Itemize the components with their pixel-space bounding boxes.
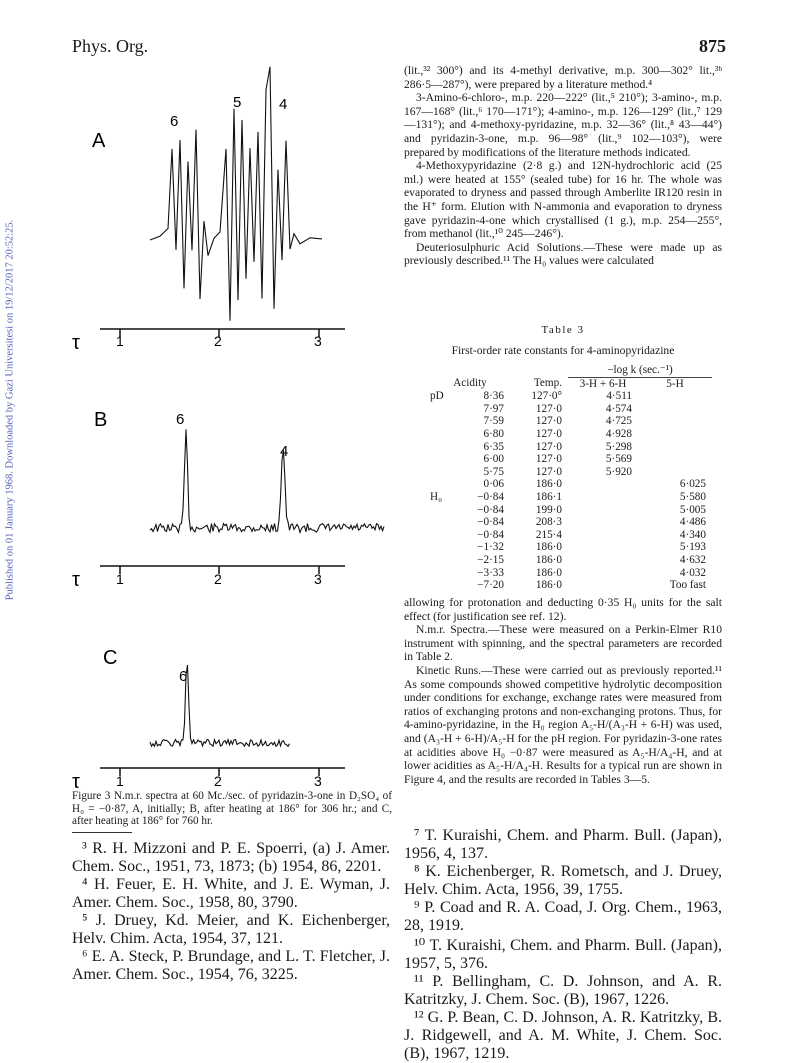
table-cell bbox=[568, 491, 638, 504]
panel-a-tick-3: 3 bbox=[314, 333, 322, 349]
panel-c-label: C bbox=[103, 647, 118, 669]
panel-b-tick-3: 3 bbox=[314, 571, 322, 587]
table-cell bbox=[568, 478, 638, 491]
table-cell: 4·574 bbox=[605, 402, 632, 415]
table-cell: −0·84 bbox=[477, 503, 504, 516]
table-cell bbox=[568, 516, 638, 529]
footnote: ⁹ P. Coad and R. A. Coad, J. Org. Chem., 1963, 28, 1919. bbox=[404, 899, 722, 934]
table-cell: −2·15 bbox=[477, 553, 504, 566]
table-cell: 6·025 bbox=[679, 478, 706, 491]
panel-b-spectrum-trace bbox=[150, 429, 384, 532]
footnote: ⁴ H. Feuer, E. H. White, and J. E. Wyman, J. Amer. Chem. Soc., 1958, 80, 3790. bbox=[72, 876, 390, 911]
table-cell bbox=[430, 541, 450, 554]
journal-name: Phys. Org. bbox=[72, 36, 149, 56]
table-row bbox=[430, 579, 712, 592]
table-cell: 4·486 bbox=[679, 516, 706, 529]
table-cell bbox=[430, 453, 450, 466]
table-header-acidity: Acidity bbox=[453, 377, 487, 390]
table-cell: 127·0 bbox=[535, 465, 562, 478]
table-cell: 4·632 bbox=[679, 553, 706, 566]
table-cell bbox=[430, 529, 450, 542]
panel-a-tick-2: 2 bbox=[214, 333, 222, 349]
table-cell bbox=[638, 441, 712, 454]
table-cell: 5·75 bbox=[483, 465, 504, 478]
table-cell bbox=[430, 415, 450, 428]
table-row bbox=[430, 491, 712, 504]
paragraph: Deuteriosulphuric Acid Solutions.—These were made up as previously described.¹¹ The H₀ values were calculated bbox=[404, 240, 722, 268]
table-cell bbox=[430, 567, 450, 580]
table-cell bbox=[638, 466, 712, 479]
panel-c-tick-1: 1 bbox=[116, 773, 124, 789]
panel-a-peak-6: 6 bbox=[170, 113, 179, 130]
panel-a-label: A bbox=[92, 130, 106, 152]
table-cell: 127·0 bbox=[535, 402, 562, 415]
table-cell: −0·84 bbox=[477, 528, 504, 541]
table-cell: 7·59 bbox=[483, 415, 504, 428]
table-cell: 6·35 bbox=[483, 440, 504, 453]
table-cell bbox=[430, 554, 450, 567]
footnote: ⁷ T. Kuraishi, Chem. and Pharm. Bull. (Japan), 1956, 4, 137. bbox=[404, 827, 722, 862]
table-group-header: −log k (sec.⁻¹) bbox=[568, 364, 712, 377]
table-row bbox=[430, 428, 712, 441]
panel-c-peak-6: 6 bbox=[179, 668, 188, 685]
table-header-3h6h: 3-H + 6-H bbox=[579, 377, 627, 390]
panel-b-peak-4: 4 bbox=[280, 443, 289, 460]
panel-b-tick-1: 1 bbox=[116, 571, 124, 587]
download-watermark-text: Published on 01 January 1968. Downloaded by Gazi Universitesi on 19/12/2017 20:52:25. bbox=[4, 219, 16, 601]
table-row bbox=[430, 567, 712, 580]
footnote: ¹² G. P. Bean, C. D. Johnson, A. R. Katritzky, B. J. Ridgewell, and A. M. White, J. Chem. Soc. (B), 1967, 1219. bbox=[404, 1009, 722, 1062]
table-3-title: Table 3 bbox=[541, 324, 585, 336]
table-row bbox=[430, 516, 712, 529]
table-cell bbox=[568, 579, 638, 592]
panel-a-peak-5: 5 bbox=[233, 94, 242, 111]
nmr-spectra-figure bbox=[0, 0, 400, 800]
footnotes-left bbox=[72, 840, 390, 984]
footnotes-right bbox=[404, 827, 722, 1063]
paragraph: 4-Methoxypyridazine (2·8 g.) and 12N-hydrochloric acid (25 ml.) were heated at 155° (sealed tube) for 16 hr. The whole was evaporated to dryness and passed through Amberlite IR120 resin in the H⁺ form. Elution with N-ammonia and evaporation to dryness gave pyridazin-4-one which crystallised (1 g.), m.p. 254—255°, from methanol (lit.,¹⁰ 245—246°). bbox=[404, 159, 722, 241]
table-row bbox=[430, 529, 712, 542]
table-cell: 127·0 bbox=[535, 427, 562, 440]
footnote: ⁵ J. Druey, Kd. Meier, and K. Eichenberger, Helv. Chim. Acta, 1954, 37, 121. bbox=[72, 912, 390, 947]
footnote: ¹¹ P. Bellingham, C. D. Johnson, and A. R. Katritzky, J. Chem. Soc. (B), 1967, 1226. bbox=[404, 973, 722, 1008]
paragraph: (lit.,³² 300°) and its 4-methyl derivative, m.p. 300—302° lit.,³ᵇ 286·5—287°), were prepared by a literature method.⁴ bbox=[404, 64, 722, 91]
table-cell bbox=[430, 441, 450, 454]
table-cell bbox=[430, 504, 450, 517]
table-cell: 186·1 bbox=[535, 490, 562, 503]
body-text-top bbox=[404, 64, 722, 268]
table-row bbox=[430, 441, 712, 454]
table-cell bbox=[638, 415, 712, 428]
table-cell bbox=[568, 567, 638, 580]
table-cell bbox=[430, 403, 450, 416]
table-3 bbox=[430, 364, 712, 592]
table-row bbox=[430, 504, 712, 517]
table-row bbox=[430, 415, 712, 428]
table-cell: 5·298 bbox=[605, 440, 632, 453]
table-cell: 6·00 bbox=[483, 453, 504, 466]
body-text-bottom bbox=[404, 596, 722, 786]
table-cell bbox=[568, 541, 638, 554]
table-cell: 199·0 bbox=[535, 503, 562, 516]
panel-b-tau-symbol: τ bbox=[72, 569, 80, 591]
table-cell: −3·33 bbox=[477, 566, 504, 579]
figure-caption: Figure 3 N.m.r. spectra at 60 Mc./sec. of pyridazin-3-one in D₂SO₄ of H₀ = −0·87, A, initially; B, after heating at 186° for 306 hr.; and C, after heating at 186° for 760 hr. bbox=[72, 790, 392, 828]
page-number: 875 bbox=[699, 36, 726, 56]
table-cell bbox=[638, 390, 712, 403]
table-cell: Too fast bbox=[669, 579, 706, 592]
table-row bbox=[430, 466, 712, 479]
table-cell bbox=[638, 453, 712, 466]
panel-a-tick-1: 1 bbox=[116, 333, 124, 349]
table-cell: 215·4 bbox=[535, 528, 562, 541]
table-cell bbox=[638, 428, 712, 441]
panel-c-tau-symbol: τ bbox=[72, 771, 80, 793]
table-cell: 5·193 bbox=[679, 541, 706, 554]
table-header-5h: 5-H bbox=[666, 377, 684, 390]
panel-c-tick-2: 2 bbox=[214, 773, 222, 789]
panel-c-spectrum-trace bbox=[150, 665, 290, 746]
panel-b-peak-6: 6 bbox=[176, 411, 185, 428]
panel-b-label: B bbox=[94, 409, 108, 431]
table-cell: 127·0 bbox=[535, 440, 562, 453]
table-cell bbox=[430, 478, 450, 491]
table-cell bbox=[568, 529, 638, 542]
table-cell: 4·340 bbox=[679, 528, 706, 541]
table-cell bbox=[568, 554, 638, 567]
table-cell: 186·0 bbox=[535, 553, 562, 566]
table-cell: 186·0 bbox=[535, 579, 562, 592]
panel-a-peak-4: 4 bbox=[279, 96, 288, 113]
panel-c-tick-3: 3 bbox=[314, 773, 322, 789]
table-cell: −7·20 bbox=[477, 579, 504, 592]
table-cell: 6·80 bbox=[483, 427, 504, 440]
table-header-temp: Temp. bbox=[533, 377, 562, 390]
table-cell: −0·84 bbox=[477, 516, 504, 529]
table-cell: 5·569 bbox=[605, 453, 632, 466]
table-cell: pD bbox=[430, 390, 444, 403]
paragraph: N.m.r. Spectra.—These were measured on a Perkin-Elmer R10 instrument with spinning, and the spectral parameters are recorded in Table 2. bbox=[404, 623, 722, 664]
table-cell bbox=[430, 516, 450, 529]
paragraph: allowing for protonation and deducting 0·35 H₀ units for the salt effect (for justification see ref. 12). bbox=[404, 596, 722, 623]
table-cell bbox=[430, 428, 450, 441]
footnote: ⁸ K. Eichenberger, R. Rometsch, and J. Druey, Helv. Chim. Acta, 1956, 39, 1755. bbox=[404, 863, 722, 898]
table-cell bbox=[638, 403, 712, 416]
panel-b-tick-2: 2 bbox=[214, 571, 222, 587]
table-row bbox=[430, 453, 712, 466]
table-cell: 127·0° bbox=[531, 390, 562, 403]
panel-a-tau-symbol: τ bbox=[72, 332, 80, 354]
table-cell: 0·06 bbox=[483, 478, 504, 491]
table-cell: 5·005 bbox=[679, 503, 706, 516]
table-row bbox=[430, 541, 712, 554]
table-cell: 7·97 bbox=[483, 402, 504, 415]
footnote: ³ R. H. Mizzoni and P. E. Spoerri, (a) J. Amer. Chem. Soc., 1951, 73, 1873; (b) 1954, 86, 2201. bbox=[72, 840, 390, 875]
table-cell: 4·725 bbox=[605, 415, 632, 428]
table-cell: −0·84 bbox=[477, 490, 504, 503]
table-cell bbox=[568, 504, 638, 517]
paragraph: 3-Amino-6-chloro-, m.p. 220—222° (lit.,⁵ 210°); 3-amino-, m.p. 167—168° (lit.,⁶ 170—171°); 4-amino-, m.p. 126—129° (lit.,⁷ 129—131°); and 4-methoxy-pyridazine, m.p. 32—36° (lit.,⁸ 43—44°) and pyridazin-3-one, m.p. 96—98° (lit.,⁹ 102—103°), were prepared by modifications of the literature methods indicated. bbox=[404, 91, 722, 159]
table-row bbox=[430, 390, 712, 403]
table-cell: 4·511 bbox=[606, 390, 632, 403]
table-cell: 5·920 bbox=[605, 465, 632, 478]
footnote: ⁶ E. A. Steck, P. Brundage, and L. T. Fletcher, J. Amer. Chem. Soc., 1954, 76, 3225. bbox=[72, 948, 390, 983]
table-cell: 186·0 bbox=[535, 541, 562, 554]
paragraph: Kinetic Runs.—These were carried out as previously reported.¹¹ As some compounds showed competitive hydrolytic decomposition under conditions for exchange, exchange rates were measured from ratios of exchanging protons and non-exchanging protons. Thus, for 4-amino-pyridazine, in the H₀ region A₅-H/(A₃-H + 6-H) was used, and (A₃-H + 6-H)/A₅-H for the pH region. For pyridazin-3-one rates at acidities above H₀ −0·87 were measured as A₅-H/A₄-H, and at lower acidities as A₅-H/A₄-H. Results for a typical run are shown in Figure 4, and the results are recorded in Tables 3—5. bbox=[404, 663, 722, 786]
table-cell bbox=[430, 466, 450, 479]
table-cell: 127·0 bbox=[535, 415, 562, 428]
table-cell: 5·580 bbox=[679, 490, 706, 503]
table-cell: 186·0 bbox=[535, 566, 562, 579]
table-cell: 208·3 bbox=[535, 516, 562, 529]
table-row bbox=[430, 403, 712, 416]
table-row bbox=[430, 554, 712, 567]
table-row bbox=[430, 478, 712, 491]
table-cell: 127·0 bbox=[535, 453, 562, 466]
table-3-caption: First-order rate constants for 4-aminopyridazine bbox=[451, 344, 675, 357]
footnote: ¹⁰ T. Kuraishi, Chem. and Pharm. Bull. (Japan), 1957, 5, 376. bbox=[404, 937, 722, 972]
table-cell: 4·032 bbox=[679, 566, 706, 579]
table-cell: −1·32 bbox=[477, 541, 504, 554]
table-cell bbox=[430, 579, 450, 592]
table-cell: 186·0 bbox=[535, 478, 562, 491]
table-cell: 4·928 bbox=[605, 427, 632, 440]
table-cell: H₀ bbox=[430, 490, 442, 503]
footnote-rule bbox=[72, 832, 132, 833]
table-cell: 8·36 bbox=[483, 390, 504, 403]
